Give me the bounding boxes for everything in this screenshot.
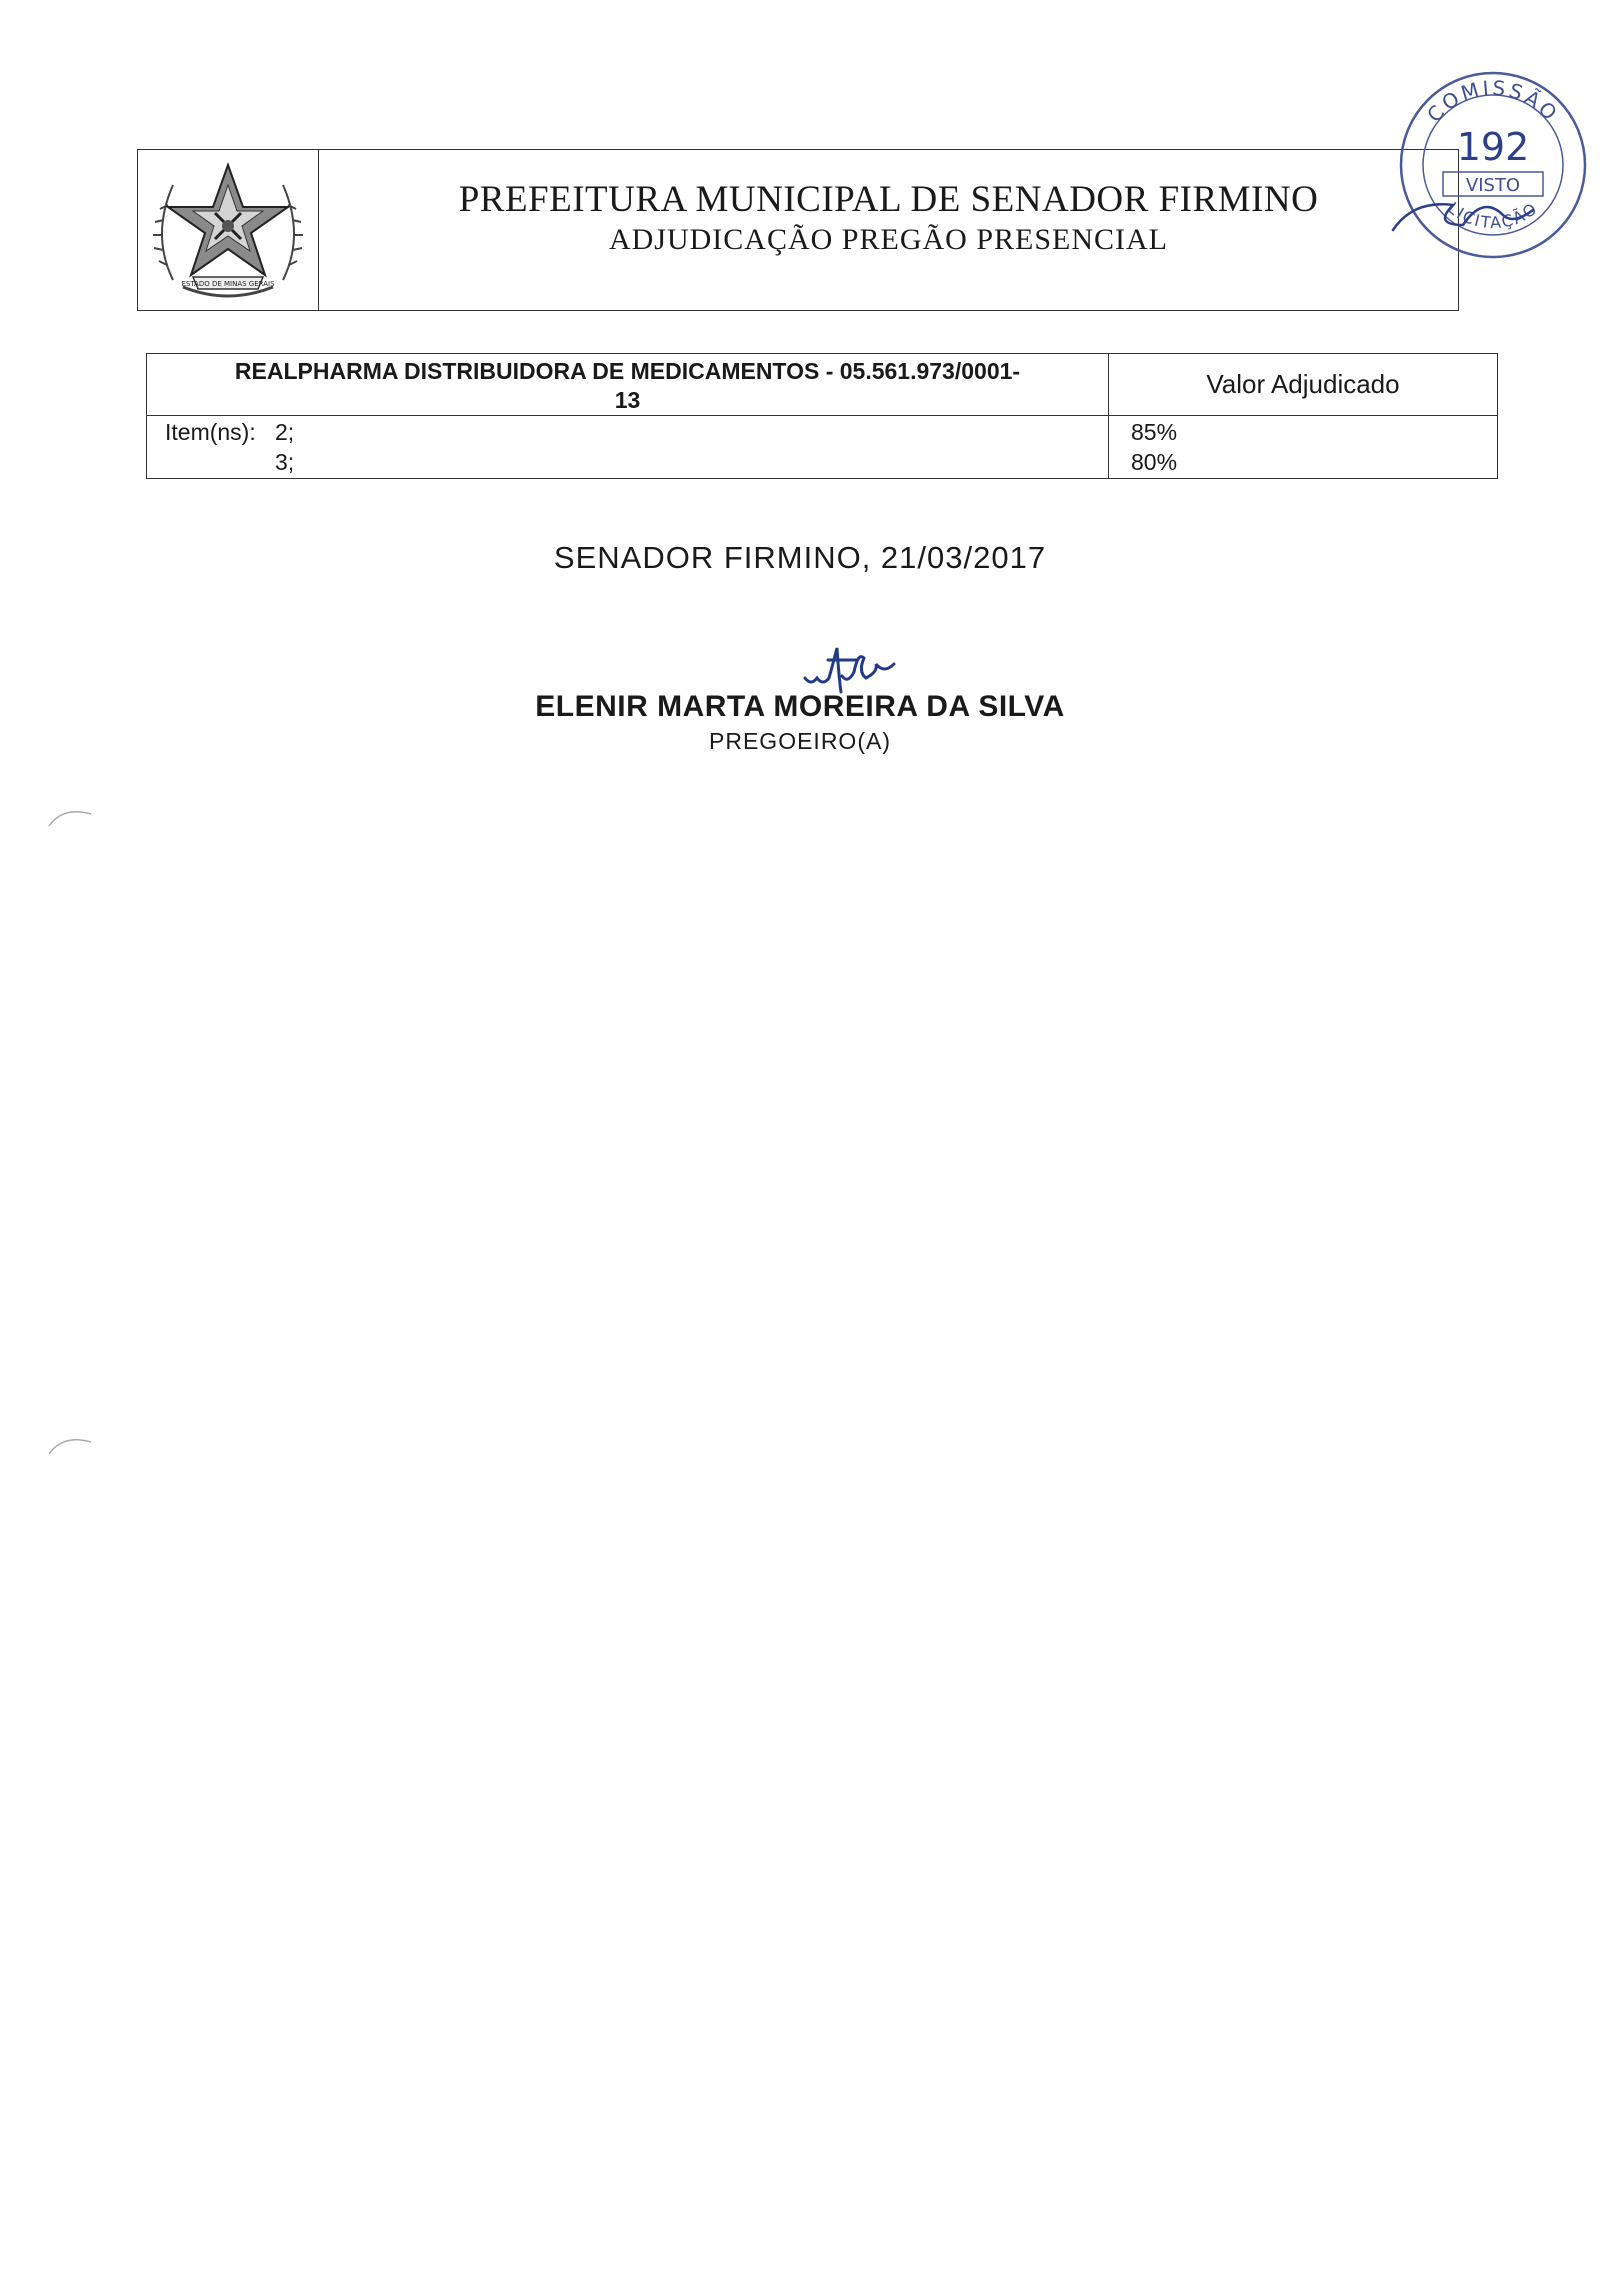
- punch-hole-mark: [45, 800, 95, 830]
- coat-of-arms-icon: [143, 155, 313, 305]
- stamp-bottom-text: LICITAÇÃO: [1444, 198, 1542, 233]
- item-value: 80%: [1131, 449, 1178, 475]
- commission-stamp-icon: [1388, 60, 1598, 270]
- place-and-date: SENADOR FIRMINO, 21/03/2017: [553, 540, 1047, 575]
- crest-text: ESTADO DE MINAS GERAIS: [181, 280, 275, 288]
- award-table: [146, 353, 1498, 479]
- item-value: 85%: [1131, 419, 1178, 445]
- stamp-top-text: COMISSÃO: [1422, 75, 1564, 127]
- signer-name: ELENIR MARTA MOREIRA DA SILVA: [535, 690, 1065, 723]
- document-header: [137, 149, 1459, 311]
- values-cell: [1109, 416, 1497, 478]
- company-name-line2: 13: [614, 387, 641, 413]
- svg-text:COMISSÃO: [1422, 76, 1564, 127]
- company-name-line1: REALPHARMA DISTRIBUIDORA DE MEDICAMENTOS - 05.561.973/0001-: [234, 358, 1021, 384]
- page-subtitle: ADJUDICAÇÃO PREGÃO PRESENCIAL: [608, 223, 1169, 256]
- punch-hole-mark: [45, 1428, 95, 1458]
- value-header-cell: [1109, 354, 1497, 416]
- stamp-number: 192: [1456, 125, 1530, 169]
- state-crest: [138, 150, 319, 310]
- items-label: Item(ns):: [165, 419, 256, 445]
- signer-role: PREGOEIRO(A): [709, 728, 891, 754]
- item-number: 3;: [275, 449, 295, 475]
- items-cell: [147, 416, 1109, 478]
- stamp-middle-text: VISTO: [1465, 175, 1521, 196]
- item-number: 2;: [275, 419, 295, 445]
- company-header-cell: [147, 354, 1109, 416]
- value-header-label: Valor Adjudicado: [1206, 369, 1400, 399]
- page-title: PREFEITURA MUNICIPAL DE SENADOR FIRMINO: [458, 179, 1319, 220]
